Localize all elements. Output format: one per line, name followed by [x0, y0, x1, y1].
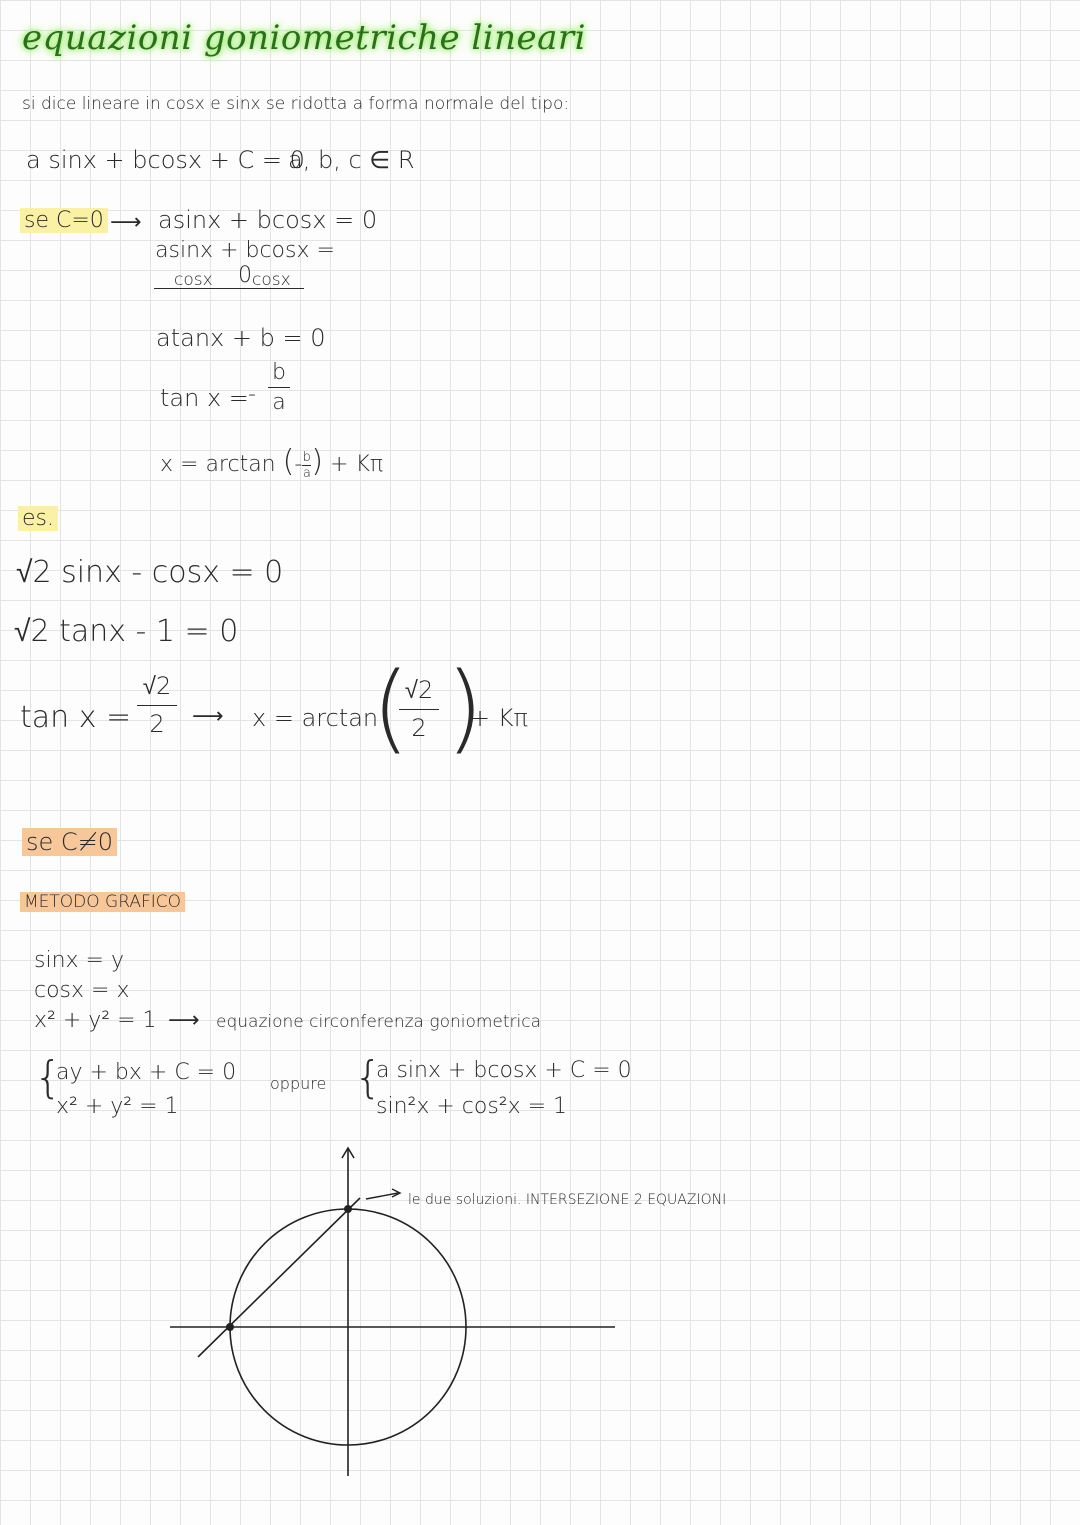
- c0-step2-numerator: asinx + bcosx = 0: [155, 238, 335, 288]
- paren-left: (: [372, 652, 410, 764]
- example-eq1: √2 sinx - cosx = 0: [16, 555, 284, 590]
- example-frac-den: 2: [149, 710, 165, 738]
- c0-sol-suffix: + Kπ: [330, 452, 384, 477]
- intersecting-line: [198, 1198, 360, 1357]
- coefficients-domain: a, b, c ∈ R: [288, 146, 415, 174]
- c0-step2-den1: cosx: [174, 270, 213, 290]
- example-sol-den: 2: [411, 714, 427, 742]
- example-eq2: √2 tanx - 1 = 0: [14, 614, 239, 649]
- system2-line1: a sinx + bcosx + C = 0: [376, 1058, 632, 1083]
- graph-annotation: le due soluzioni. INTERSEZIONE 2 EQUAZIONI: [408, 1192, 727, 1208]
- example-sol-suffix: + Kπ: [470, 704, 528, 732]
- intro-text: si dice lineare in cosx e sinx se ridotta a forma normale del tipo:: [22, 94, 570, 114]
- c0-tan-lhs: tan x =: [160, 384, 249, 412]
- metodo-grafico-label: METODO GRAFICO: [20, 892, 185, 912]
- sub-cosx: cosx = x: [34, 978, 130, 1003]
- system1-line2: x² + y² = 1: [56, 1094, 179, 1119]
- c0-sol-prefix: x = arctan: [160, 452, 276, 477]
- paren-right: ): [446, 652, 484, 764]
- brace-icon: {: [354, 1052, 382, 1103]
- intersection-point-1: [226, 1323, 234, 1331]
- c0-step1: asinx + bcosx = 0: [158, 206, 378, 234]
- c0-sol-b: b: [302, 449, 311, 465]
- example-label: es.: [18, 506, 58, 531]
- sub-sinx: sinx = y: [34, 948, 124, 973]
- arrow-icon: ⟶: [110, 210, 142, 235]
- system1-line1: ay + bx + C = 0: [56, 1060, 237, 1085]
- c0-step2-den2: cosx: [252, 270, 291, 290]
- brace-icon: {: [34, 1052, 62, 1103]
- example-tan-lhs: tan x =: [20, 700, 132, 735]
- intersection-point-2: [344, 1205, 352, 1213]
- c0-tan-den: a: [272, 390, 286, 415]
- case-c-nonzero-label: se C≠0: [22, 828, 117, 856]
- circle-equation: x² + y² = 1: [34, 1008, 157, 1033]
- oppure-text: oppure: [270, 1074, 327, 1093]
- circle-description: equazione circonferenza goniometrica: [216, 1012, 542, 1032]
- c0-tan-num: b: [272, 360, 286, 385]
- system2-line2: sin²x + cos²x = 1: [376, 1094, 568, 1119]
- page-title: equazioni goniometriche lineari: [22, 18, 587, 58]
- arrow-icon: ⟶: [168, 1008, 200, 1033]
- example-sol-prefix: x = arctan: [252, 704, 379, 732]
- normal-form: a sinx + bcosx + C = 0: [26, 146, 305, 174]
- c0-solution: x = arctan (- $\frac{b}{a}$ ) + Kπ: [160, 444, 384, 481]
- case-c-zero-label: se C=0: [20, 208, 108, 233]
- example-sol-num: √2: [404, 676, 434, 704]
- c0-step3: atanx + b = 0: [156, 324, 326, 352]
- c0-tan-sign: -: [248, 382, 256, 407]
- c0-sol-a: a: [302, 465, 311, 481]
- example-frac-num: √2: [142, 672, 172, 700]
- arrow-icon: ⟶: [192, 704, 224, 729]
